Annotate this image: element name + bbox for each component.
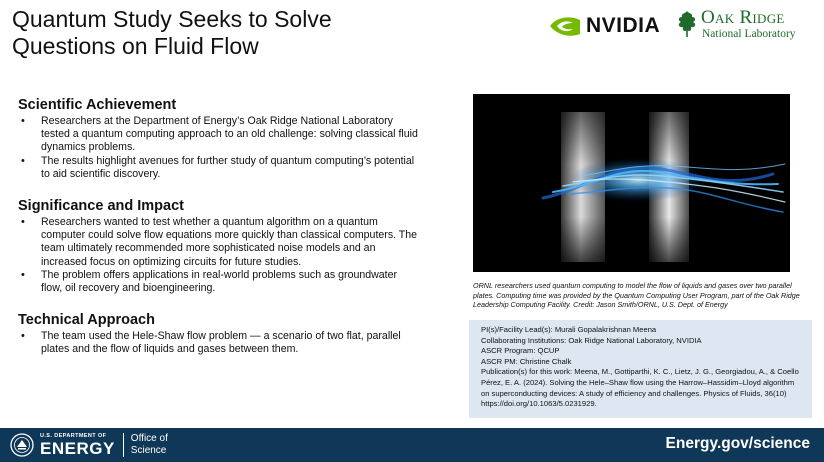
doe-seal-icon — [10, 433, 34, 457]
section-heading: Significance and Impact — [18, 198, 184, 215]
bullet-item: • Researchers at the Department of Energy’s Oak Ridge National Laboratory tested a quantum computing approach to an old challenge: solving classical fluid dynamics problems. — [18, 115, 418, 155]
website-link[interactable]: Energy.gov/science — [665, 435, 810, 452]
office-of-science-text — [131, 433, 168, 457]
oak-leaf-icon — [676, 10, 698, 38]
logo-divider — [123, 433, 124, 457]
info-pm: ASCR PM: Christine Chalk — [481, 356, 572, 366]
office-line-1: Office of — [130, 433, 168, 444]
section-scientific-achievement — [18, 96, 418, 181]
info-publication: Publication(s) for this work: Meena, M., Gottiparthi, K. C., Lietz, J. G., Georgiadou, A., & Coello Pérez, E. A. (2024). Solving the Hele–Shaw flow using the Harrow–Hassidim–Lloyd algorithm on superconducting devices: A study of efficiency and challenges. Physics of Fluids, 36(10) https://doi.org/10.1063/5.0231929. — [481, 367, 799, 409]
doe-office-of-science-logo — [10, 432, 168, 458]
info-institutions: Collaborating Institutions: Oak Ridge National Laboratory, NVIDIA — [481, 335, 702, 345]
bullet-item: • Researchers wanted to test whether a quantum algorithm on a quantum computer could solve flow equations more quickly than classical computers. The team ultimately recommended more sophisticated noise models and an increased focus on optimizing circuits for future studies. — [18, 216, 418, 269]
section-heading: Technical Approach — [18, 312, 155, 329]
figure-caption: ORNL researchers used quantum computing to model the flow of liquids and gases over two parallel plates. Computing time was provided by the Quantum Computing User Program, part of the Oak Ridge Leadership Computing Facility. Credit: Jason Smith/ORNL, U.S. Dept. of Energy — [473, 281, 800, 310]
doe-big-text: ENERGY — [40, 439, 115, 458]
parallel-plates-flow-image — [473, 94, 790, 272]
bullet-item: • The team used the Hele-Shaw flow problem — a scenario of two flat, parallel plates and the flow of liquids and gases between them. — [18, 330, 418, 356]
bullet-item: • The problem offers applications in real-world problems such as groundwater flow, oil recovery and bioengineering. — [18, 269, 418, 295]
ornl-name: Oak Ridge — [701, 7, 785, 28]
project-info-box — [469, 320, 812, 418]
ornl-subtitle: National Laboratory — [702, 28, 796, 40]
section-significance-impact — [18, 197, 418, 295]
doe-small-text: U.S. DEPARTMENT OF — [40, 433, 107, 439]
slide-title: Quantum Study Seeks to Solve Questions on Fluid Flow — [12, 6, 332, 59]
section-technical-approach — [18, 311, 418, 356]
office-line-2: Science — [130, 445, 167, 456]
section-heading: Scientific Achievement — [18, 97, 177, 113]
nvidia-wordmark: NVIDIA — [586, 14, 661, 37]
nvidia-eye-icon — [548, 14, 582, 38]
ornl-logo — [676, 8, 796, 41]
info-pi: PI(s)/Facility Lead(s): Murali Gopalakrishnan Meena — [481, 325, 657, 334]
info-program: ASCR Program: QCUP — [481, 346, 560, 356]
nvidia-logo — [548, 13, 660, 39]
content-column — [18, 96, 418, 357]
bullet-item: • The results highlight avenues for further study of quantum computing’s potential to aid scientific discovery. — [18, 155, 418, 181]
footer-bar — [0, 428, 824, 462]
